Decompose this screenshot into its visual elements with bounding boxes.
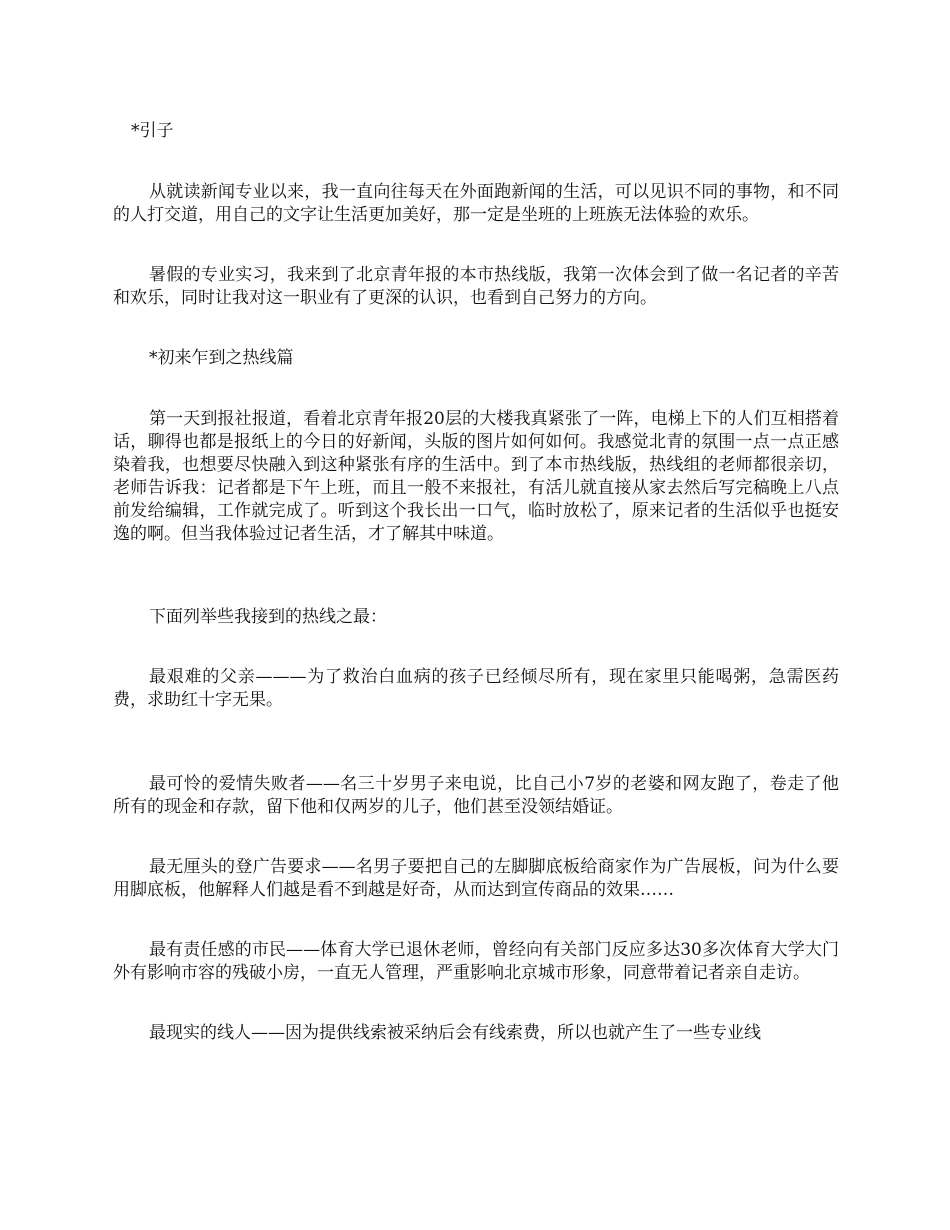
spacer (113, 629, 839, 666)
paragraph-hotline-list-intro: 下面列举些我接到的热线之最： (149, 607, 387, 627)
spacer (113, 819, 839, 856)
spacer (113, 143, 839, 181)
spacer (113, 712, 839, 773)
spacer (113, 985, 839, 1022)
spacer (113, 902, 839, 939)
spacer (113, 546, 839, 606)
spacer (113, 370, 839, 408)
spacer (113, 227, 839, 264)
spacer (113, 310, 839, 347)
section-heading-first-days: *初来乍到之热线篇 (149, 348, 294, 368)
paragraph-ad-request: 最无厘头的登广告要求——名男子要把自己的左脚脚底板给商家作为广告展板，问为什么要用脚底板，他解释人们越是看不到越是好奇，从而达到宣传商品的效果…… (113, 857, 839, 900)
document-page (113, 120, 839, 1045)
section-heading-intro: *引子 (131, 121, 174, 141)
paragraph-realistic-informant: 最现实的线人——因为提供线索被采纳后会有线索费，所以也就产生了一些专业线 (149, 1023, 761, 1043)
paragraph-hardest-father: 最艰难的父亲———为了救治白血病的孩子已经倾尽所有，现在家里只能喝粥，急需医药费，求助红十字无果。 (113, 667, 839, 710)
paragraph-love-failure: 最可怜的爱情失败者——名三十岁男子来电说，比自己小7岁的老婆和网友跑了，卷走了他所有的现金和存款，留下他和仅两岁的儿子，他们甚至没领结婚证。 (113, 774, 839, 817)
paragraph-responsible-citizen: 最有责任感的市民——体育大学已退休老师，曾经向有关部门反应多达30多次体育大学大门外有影响市容的残破小房，一直无人管理，严重影响北京城市形象，同意带着记者亲自走访。 (113, 940, 839, 983)
paragraph-intro: 从就读新闻专业以来，我一直向往每天在外面跑新闻的生活，可以见识不同的事物，和不同的人打交道，用自己的文字让生活更加美好，那一定是坐班的上班族无法体验的欢乐。 (113, 182, 839, 225)
paragraph-first-day: 第一天到报社报道，看着北京青年报20层的大楼我真紧张了一阵，电梯上下的人们互相搭着话，聊得也都是报纸上的今日的好新闻，头版的图片如何如何。我感觉北青的氛围一点一点正感染着我，也想要尽快融入到这种紧张有序的生活中。到了本市热线版，热线组的老师都很亲切，老师告诉我：记者都是下午上班，而且一般不来报社，有活儿就直接从家去然后写完稿晚上八点前发给编辑，工作就完成了。听到这个我长出一口气，临时放松了，原来记者的生活似乎也挺安逸的啊。但当我体验过记者生活，才了解其中味道。 (113, 409, 839, 544)
paragraph-internship: 暑假的专业实习，我来到了北京青年报的本市热线版，我第一次体会到了做一名记者的辛苦和欢乐，同时让我对这一职业有了更深的认识，也看到自己努力的方向。 (113, 265, 839, 308)
